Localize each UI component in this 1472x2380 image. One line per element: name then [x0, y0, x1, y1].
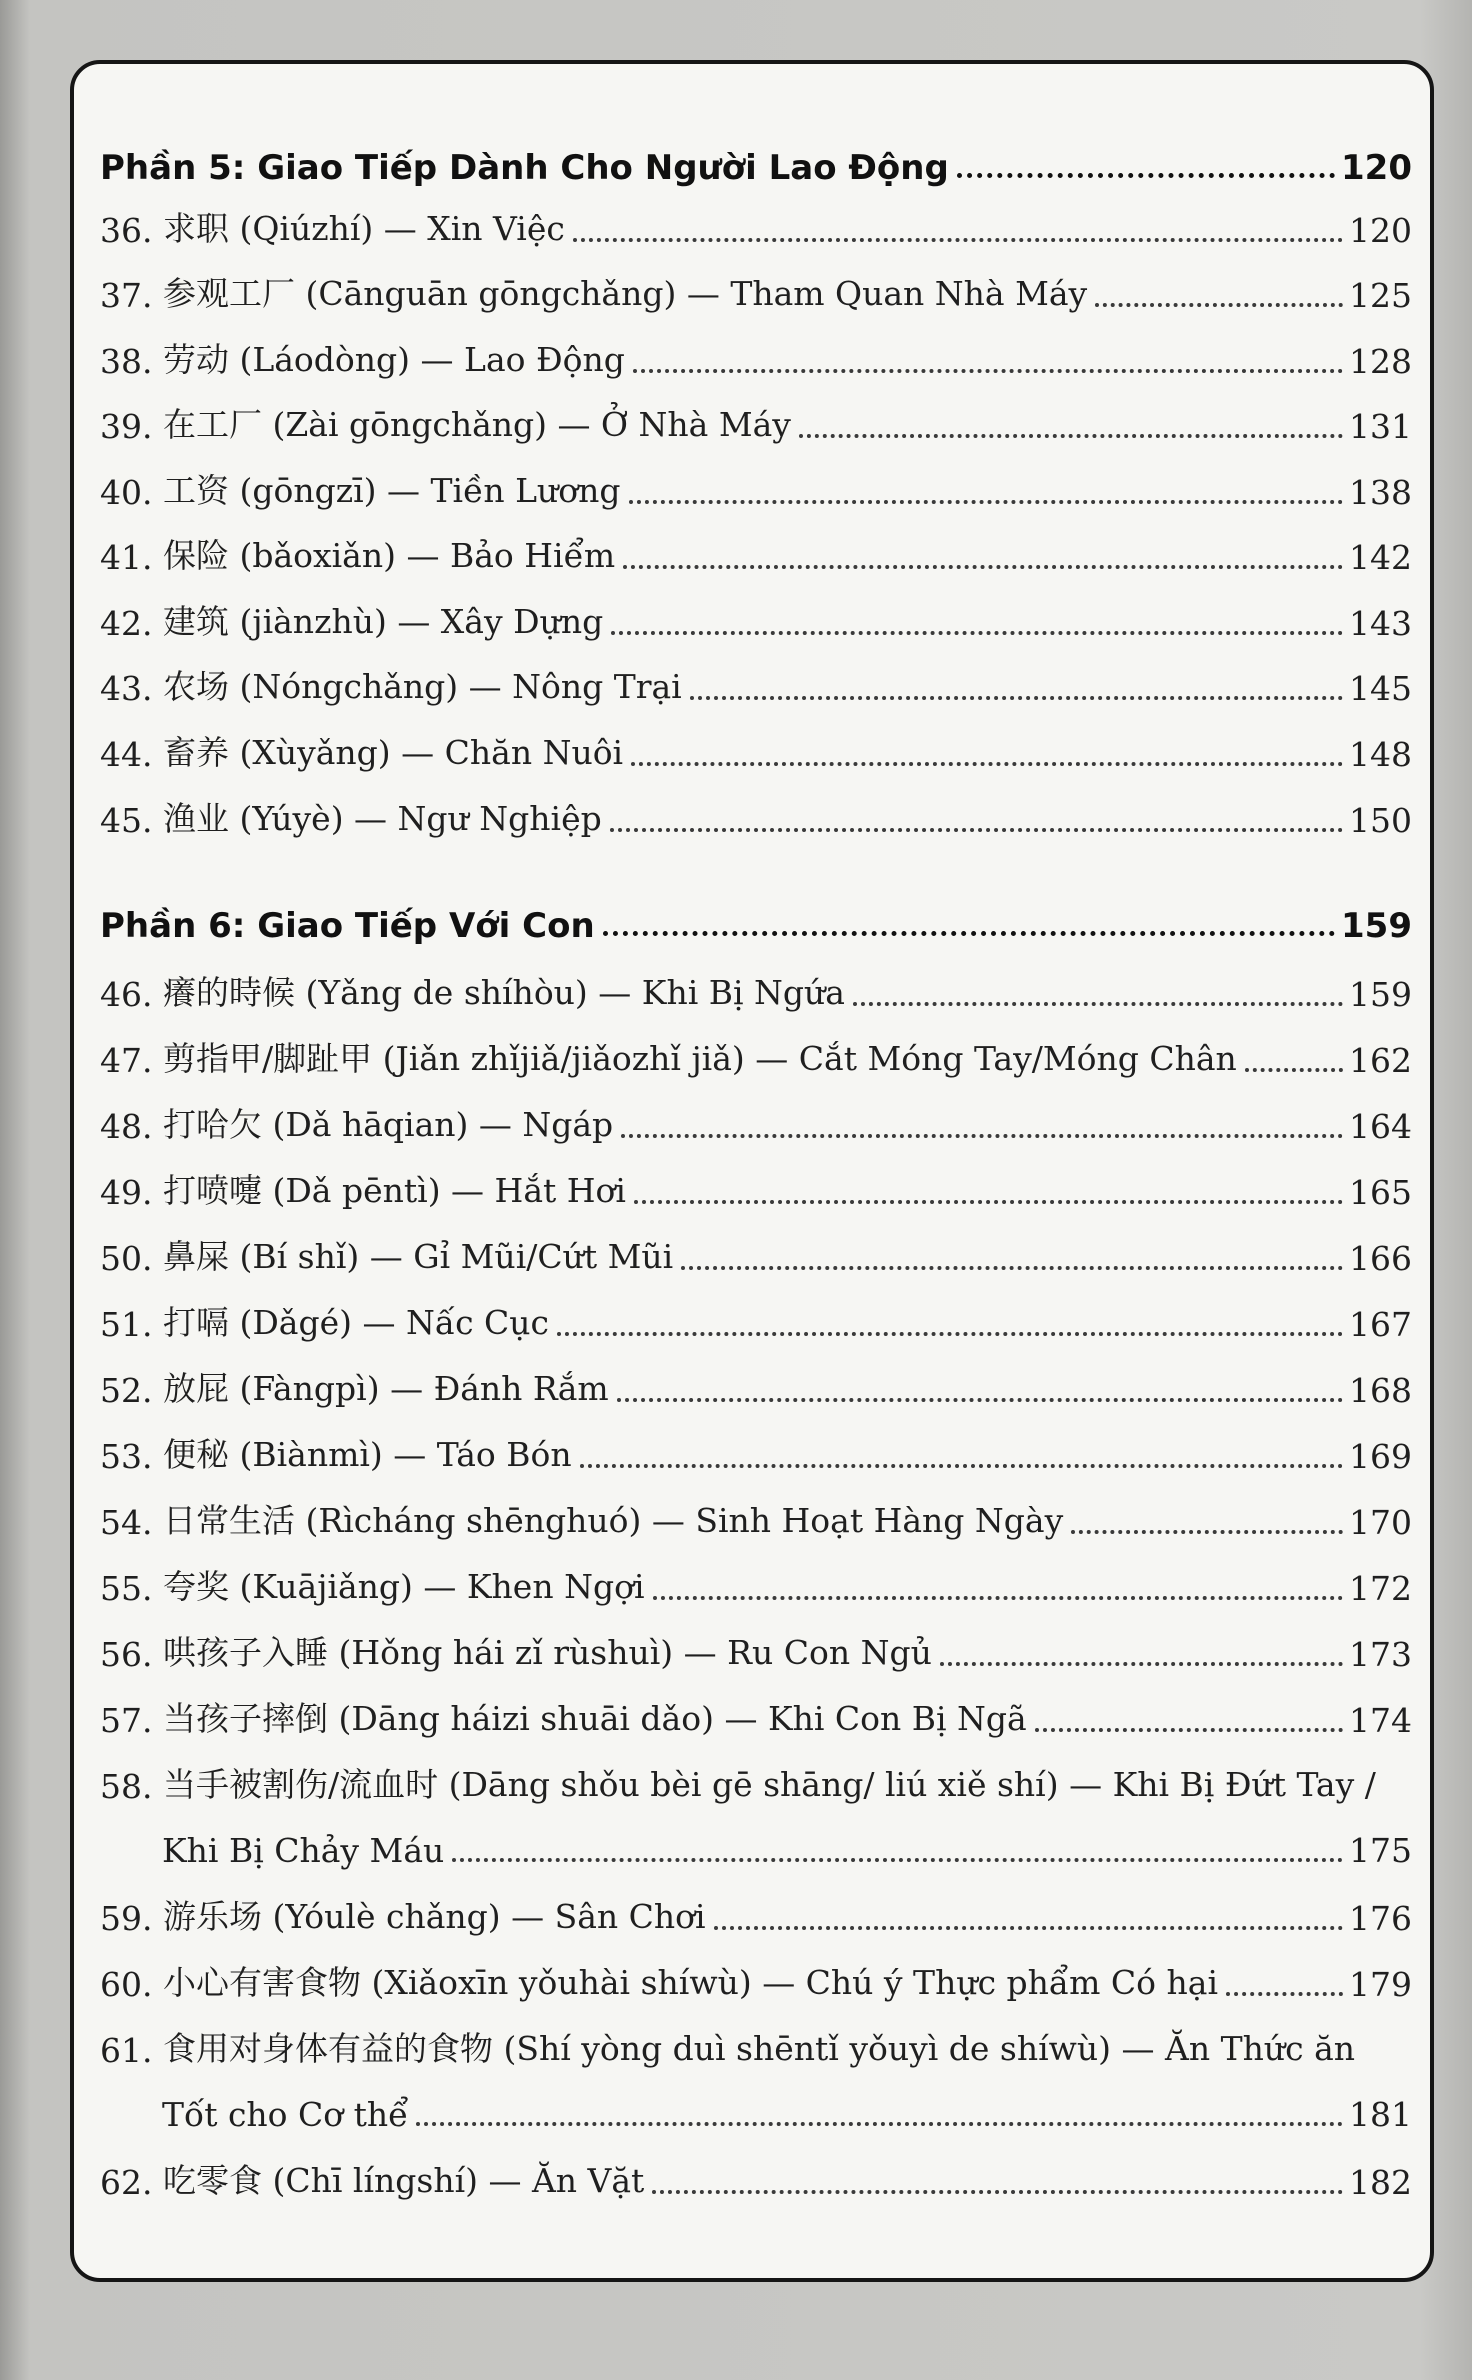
section-title: Phần 6: Giao Tiếp Với Con: [100, 906, 595, 946]
toc-entry: [100, 1486, 1412, 1542]
entry-number: 54.: [100, 1503, 153, 1542]
toc-entry: [100, 1156, 1412, 1212]
dot-leader: [610, 828, 1343, 832]
toc-entry: [100, 1420, 1412, 1476]
entry-title: 癢的時候 (Yǎng de shíhòu) — Khi Bị Ngứa: [162, 973, 845, 1012]
entry-title: 日常生活 (Rìcháng shēnghuó) — Sinh Hoạt Hàng Ngày: [162, 1501, 1064, 1540]
toc-entry: [100, 1552, 1412, 1608]
entry-number: 60.: [100, 1965, 153, 2004]
entry-title: 打哈欠 (Dǎ hāqian) — Ngáp: [162, 1105, 614, 1144]
entry-page-number: 168: [1349, 1371, 1412, 1410]
entry-page-number: 176: [1349, 1899, 1412, 1938]
entry-number: 44.: [100, 735, 153, 774]
entry-number: 55.: [100, 1569, 153, 1608]
toc-entry: [100, 1750, 1412, 1870]
toc-entry: [100, 259, 1412, 315]
entry-number: 43.: [100, 669, 153, 708]
dot-leader: [416, 2122, 1343, 2126]
entry-page-number: 182: [1349, 2163, 1412, 2202]
dot-leader: [634, 1200, 1343, 1204]
entry-title: 参观工厂 (Cānguān gōngchǎng) — Tham Quan Nhà Máy: [162, 274, 1088, 313]
entry-page-number: 170: [1349, 1503, 1412, 1542]
entry-number: 58.: [100, 1767, 153, 1806]
dot-leader: [580, 1464, 1343, 1468]
dot-leader: [633, 369, 1343, 373]
entry-title: 求职 (Qiúzhí) — Xin Việc: [162, 209, 565, 248]
entry-number: 40.: [100, 473, 153, 512]
section-page-number: 159: [1341, 906, 1412, 946]
dot-leader: [631, 762, 1343, 766]
entry-page-number: 173: [1349, 1635, 1412, 1674]
entry-title: 吃零食 (Chī língshí) — Ăn Vặt: [162, 2161, 645, 2200]
dot-leader: [603, 931, 1335, 936]
entry-title: 食用对身体有益的食物 (Shí yòng duì shēntǐ yǒuyì de shíwù) — Ăn Thức ăn: [162, 2029, 1356, 2068]
entry-page-number: 159: [1349, 975, 1412, 1014]
entry-number: 50.: [100, 1239, 153, 1278]
dot-leader: [681, 1266, 1343, 1270]
entry-title: 小心有害食物 (Xiǎoxīn yǒuhài shíwù) — Chú ý Thực phẩm Có hại: [162, 1963, 1219, 2002]
entry-number: 41.: [100, 538, 153, 577]
toc-entry: [100, 2146, 1412, 2202]
toc-entry: [100, 784, 1412, 840]
dot-leader: [1226, 1992, 1343, 1996]
toc-entry: [100, 587, 1412, 643]
entry-page-number: 120: [1349, 211, 1412, 250]
entry-page-number: 145: [1349, 669, 1412, 708]
entry-page-number: 150: [1349, 801, 1412, 840]
entry-number: 61.: [100, 2031, 153, 2070]
entry-title: 哄孩子入睡 (Hǒng hái zǐ rùshuì) — Ru Con Ngủ: [162, 1633, 932, 1672]
toc-entry: [100, 325, 1412, 381]
toc-entry: [100, 1090, 1412, 1146]
dot-leader: [557, 1332, 1343, 1336]
entry-number: 37.: [100, 276, 153, 315]
entry-number: 56.: [100, 1635, 153, 1674]
entry-title: 打喷嚏 (Dǎ pēntì) — Hắt Hơi: [162, 1171, 626, 1210]
dot-leader: [799, 434, 1343, 438]
entry-page-number: 169: [1349, 1437, 1412, 1476]
entry-title: 打嗝 (Dǎgé) — Nấc Cục: [162, 1303, 550, 1342]
dot-leader: [623, 565, 1343, 569]
toc-entry: [100, 1948, 1412, 2004]
entry-number: 52.: [100, 1371, 153, 1410]
entry-number: 38.: [100, 342, 153, 381]
entry-number: 42.: [100, 604, 153, 643]
entry-page-number: 131: [1349, 407, 1412, 446]
dot-leader: [1071, 1530, 1343, 1534]
entry-title: 渔业 (Yúyè) — Ngư Nghiệp: [162, 799, 602, 838]
toc-entry: [100, 1024, 1412, 1080]
dot-leader: [853, 1002, 1343, 1006]
dot-leader: [629, 500, 1343, 504]
entry-number: 48.: [100, 1107, 153, 1146]
dot-leader: [653, 1596, 1344, 1600]
entry-number: 51.: [100, 1305, 153, 1344]
dot-leader: [957, 173, 1335, 178]
dot-leader: [1035, 1728, 1343, 1732]
entry-page-number: 148: [1349, 735, 1412, 774]
entry-title: 当手被割伤/流血时 (Dāng shǒu bèi gē shāng/ liú xiě shí) — Khi Bị Đứt Tay /: [162, 1765, 1376, 1804]
section-heading-5: [100, 128, 1412, 188]
entry-title: 夸奖 (Kuājiǎng) — Khen Ngợi: [162, 1567, 645, 1606]
toc-entry: [100, 194, 1412, 250]
section-heading-6: [100, 886, 1412, 946]
entry-number: 59.: [100, 1899, 153, 1938]
dot-leader: [1095, 303, 1343, 307]
toc-entry: [100, 1288, 1412, 1344]
entry-title: 当孩子摔倒 (Dāng háizi shuāi dǎo) — Khi Con Bị Ngã: [162, 1699, 1027, 1738]
entry-number: 62.: [100, 2163, 153, 2202]
toc-entry: [100, 521, 1412, 577]
toc-entry: [100, 1618, 1412, 1674]
section-page-number: 120: [1341, 148, 1412, 188]
entry-title: 建筑 (jiànzhù) — Xây Dựng: [162, 602, 604, 641]
dot-leader: [611, 631, 1343, 635]
toc-entry: [100, 958, 1412, 1014]
entry-title: 游乐场 (Yóulè chǎng) — Sân Chơi: [162, 1897, 706, 1936]
entry-page-number: 143: [1349, 604, 1412, 643]
toc-entry: [100, 456, 1412, 512]
entry-number: 39.: [100, 407, 153, 446]
entry-page-number: 128: [1349, 342, 1412, 381]
entry-number: 57.: [100, 1701, 153, 1740]
entry-title: 劳动 (Láodòng) — Lao Động: [162, 340, 625, 379]
dot-leader: [940, 1662, 1343, 1666]
entry-title: 畜养 (Xùyǎng) — Chăn Nuôi: [162, 733, 624, 772]
toc-entry: [100, 2014, 1412, 2134]
entry-title: 工资 (gōngzī) — Tiền Lương: [162, 471, 621, 510]
entry-number: 49.: [100, 1173, 153, 1212]
entry-title: 便秘 (Biànmì) — Táo Bón: [162, 1435, 572, 1474]
entry-title: 剪指甲/脚趾甲 (Jiǎn zhǐjiǎ/jiǎozhǐ jiǎ) — Cắt Móng Tay/Móng Chân: [162, 1039, 1237, 1078]
entry-page-number: 172: [1349, 1569, 1412, 1608]
dot-leader: [621, 1134, 1343, 1138]
entry-page-number: 166: [1349, 1239, 1412, 1278]
dot-leader: [452, 1858, 1343, 1862]
entry-number: 47.: [100, 1041, 153, 1080]
dot-leader: [573, 238, 1343, 242]
entry-page-number: 142: [1349, 538, 1412, 577]
toc-entry: [100, 1882, 1412, 1938]
entry-page-number: 179: [1349, 1965, 1412, 2004]
entry-page-number: 125: [1349, 276, 1412, 315]
entry-title: 农场 (Nóngchǎng) — Nông Trại: [162, 667, 682, 706]
dot-leader: [1245, 1068, 1343, 1072]
entry-title-continued: Khi Bị Chảy Máu: [162, 1831, 445, 1870]
entry-title: 在工厂 (Zài gōngchǎng) — Ở Nhà Máy: [162, 405, 791, 444]
entry-page-number: 162: [1349, 1041, 1412, 1080]
entry-title: 鼻屎 (Bí shǐ) — Gỉ Mũi/Cứt Mũi: [162, 1237, 674, 1276]
entry-number: 46.: [100, 975, 153, 1014]
entry-page-number: 138: [1349, 473, 1412, 512]
toc-entry: [100, 390, 1412, 446]
dot-leader: [652, 2190, 1343, 2194]
dot-leader: [690, 696, 1343, 700]
toc-entry: [100, 652, 1412, 708]
toc-entry: [100, 1354, 1412, 1410]
entry-page-number: 174: [1349, 1701, 1412, 1740]
section-title: Phần 5: Giao Tiếp Dành Cho Người Lao Động: [100, 148, 949, 188]
toc-entry: [100, 718, 1412, 774]
dot-leader: [714, 1926, 1343, 1930]
entry-number: 53.: [100, 1437, 153, 1476]
dot-leader: [617, 1398, 1343, 1402]
entry-title-continued: Tốt cho Cơ thể: [162, 2095, 409, 2134]
toc-entry: [100, 1222, 1412, 1278]
entry-page-number: 181: [1349, 2095, 1412, 2134]
toc-entry: [100, 1684, 1412, 1740]
entry-title: 放屁 (Fàngpì) — Đánh Rắm: [162, 1369, 609, 1408]
entry-number: 45.: [100, 801, 153, 840]
entry-title: 保险 (bǎoxiǎn) — Bảo Hiểm: [162, 536, 616, 575]
entry-page-number: 175: [1349, 1831, 1412, 1870]
entry-page-number: 164: [1349, 1107, 1412, 1146]
entry-number: 36.: [100, 211, 153, 250]
entry-page-number: 167: [1349, 1305, 1412, 1344]
entry-page-number: 165: [1349, 1173, 1412, 1212]
